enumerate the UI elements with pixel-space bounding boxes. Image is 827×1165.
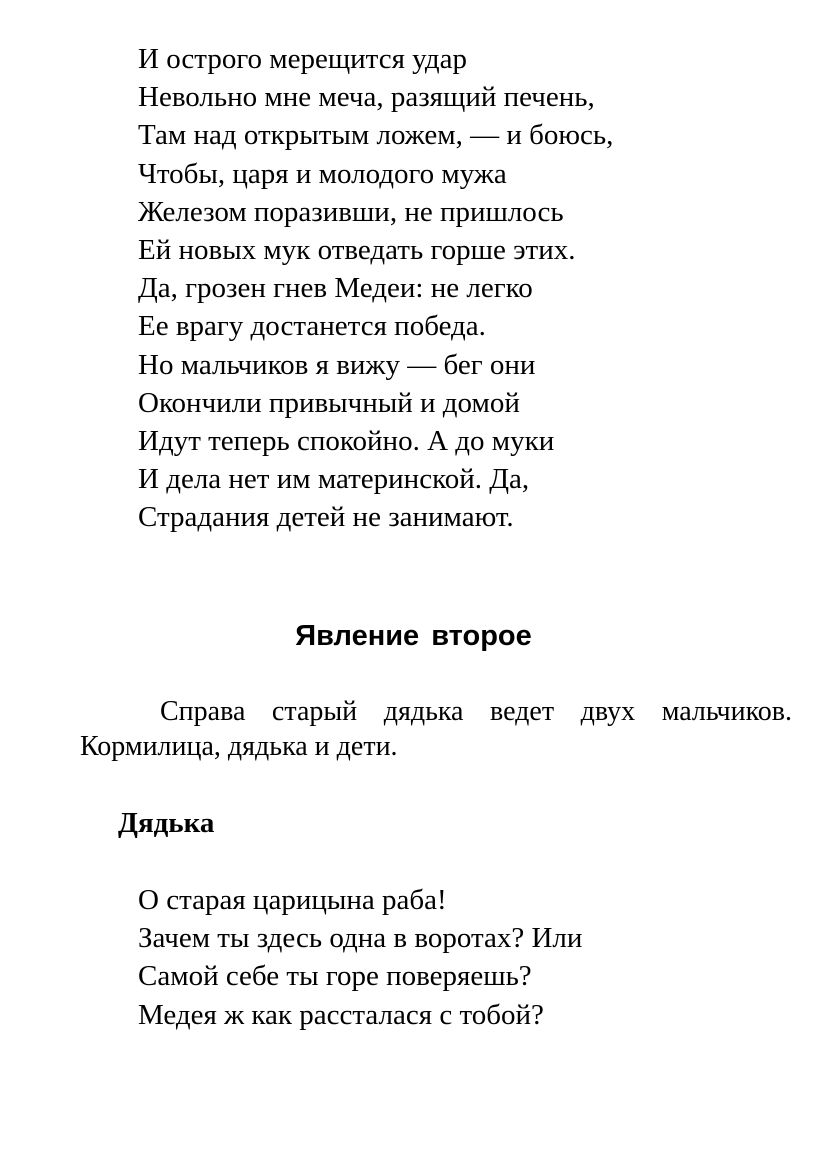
verse-block-tutor	[138, 881, 582, 1034]
verse-line: Там над открытым ложем, — и боюсь,	[138, 119, 614, 152]
verse-line: Медея ж как рассталася с тобой?	[138, 998, 544, 1031]
stage-direction: Справа старый дядька ведет двух мальчиков. Кормилица, дядька и дети.	[80, 696, 792, 762]
verse-line: Идут теперь спокойно. А до муки	[138, 425, 555, 458]
verse-line: Страдания детей не занимают.	[138, 501, 514, 534]
verse-line: Самой себе ты горе поверяешь?	[138, 960, 532, 993]
verse-line: Но мальчиков я вижу — бег они	[138, 348, 536, 381]
speaker-name: Дядька	[118, 807, 215, 839]
verse-line: Зачем ты здесь одна в воротах? Или	[138, 922, 583, 955]
verse-line: Невольно мне меча, разящий печень,	[138, 81, 595, 114]
verse-line: Чтобы, царя и молодого мужа	[138, 157, 507, 190]
scene-title: Явление второе	[295, 620, 532, 652]
verse-line: Ее врагу достанется победа.	[138, 310, 486, 343]
verse-block-nurse	[138, 40, 613, 537]
verse-line: И острого мерещится удар	[138, 43, 467, 75]
verse-line: Ей новых мук отведать горше этих.	[138, 234, 576, 267]
verse-line: О старая царицына раба!	[138, 884, 447, 916]
verse-line: Да, грозен гнев Медеи: не легко	[138, 272, 533, 305]
verse-line: Железом поразивши, не пришлось	[138, 195, 564, 228]
verse-line: Окончили привычный и домой	[138, 386, 520, 419]
verse-line: И дела нет им материнской. Да,	[138, 463, 530, 496]
